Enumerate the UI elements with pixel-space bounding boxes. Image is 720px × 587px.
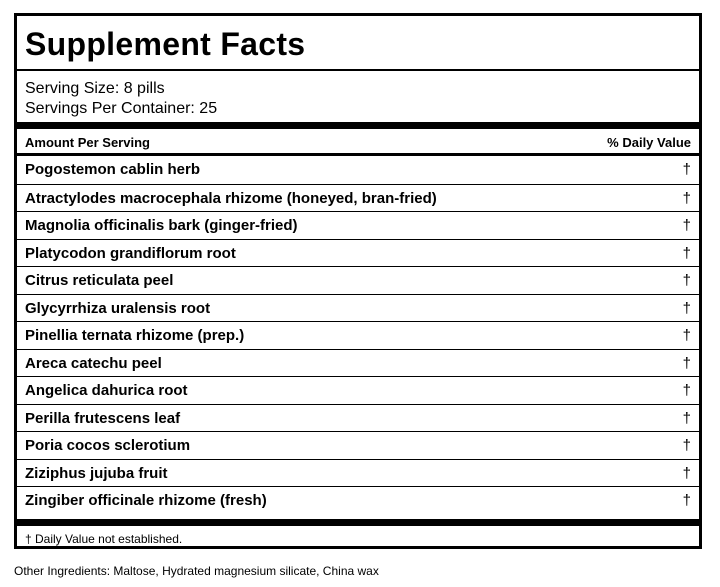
ingredient-daily-value: † [682,409,691,427]
ingredient-row [17,404,699,432]
ingredient-name: Atractylodes macrocephala rhizome (honeyed, bran-fried) [25,189,437,207]
ingredient-row [17,349,699,377]
ingredient-row [17,431,699,459]
other-ingredients: Other Ingredients: Maltose, Hydrated magnesium silicate, China wax [14,564,379,578]
amount-per-serving-label: Amount Per Serving [25,135,150,150]
ingredient-name: Platycodon grandiflorum root [25,244,236,262]
ingredient-row [17,459,699,487]
ingredient-daily-value: † [682,244,691,262]
ingredient-name: Poria cocos sclerotium [25,437,191,454]
ingredient-row [17,184,699,212]
ingredient-name: Ziziphus jujuba fruit [25,464,168,482]
ingredient-daily-value: † [682,189,691,207]
ingredient-name: Citrus reticulata peel [25,272,174,289]
ingredient-row [17,294,699,322]
ingredient-row [17,486,699,514]
ingredient-daily-value: † [682,217,691,234]
ingredient-name: Pogostemon cablin herb [25,161,201,178]
ingredient-daily-value: † [682,161,691,178]
ingredient-daily-value: † [682,299,691,317]
ingredient-daily-value: † [682,437,691,454]
ingredient-row [17,211,699,239]
ingredient-row [17,376,699,404]
ingredient-row [17,266,699,294]
thick-divider-bottom [17,519,699,526]
ingredient-daily-value: † [682,382,691,399]
footnote: † Daily Value not established. [25,532,183,546]
ingredient-name: Magnolia officinalis bark (ginger-fried) [25,217,298,234]
column-header [25,133,691,153]
ingredient-daily-value: † [682,327,691,344]
daily-value-label: % Daily Value [607,135,691,150]
panel-title: Supplement Facts [25,26,306,62]
ingredient-name: Pinellia ternata rhizome (prep.) [25,327,245,344]
ingredient-name: Angelica dahurica root [25,382,188,399]
ingredient-daily-value: † [682,272,691,289]
ingredient-row [17,321,699,349]
ingredient-daily-value: † [682,492,691,509]
ingredient-daily-value: † [682,464,691,482]
ingredient-row [17,239,699,267]
servings-per-container: Servings Per Container: 25 [25,100,218,117]
ingredient-daily-value: † [682,354,691,372]
ingredient-row [17,156,699,184]
ingredient-name: Areca catechu peel [25,354,162,372]
ingredient-name: Zingiber officinale rhizome (fresh) [25,492,267,509]
thick-divider-top [17,122,699,129]
supplement-facts-panel [14,13,702,549]
ingredient-name: Perilla frutescens leaf [25,409,181,427]
ingredient-name: Glycyrrhiza uralensis root [25,299,211,317]
ingredient-list [17,156,699,514]
title-divider [17,69,699,71]
serving-size: Serving Size: 8 pills [25,80,165,97]
